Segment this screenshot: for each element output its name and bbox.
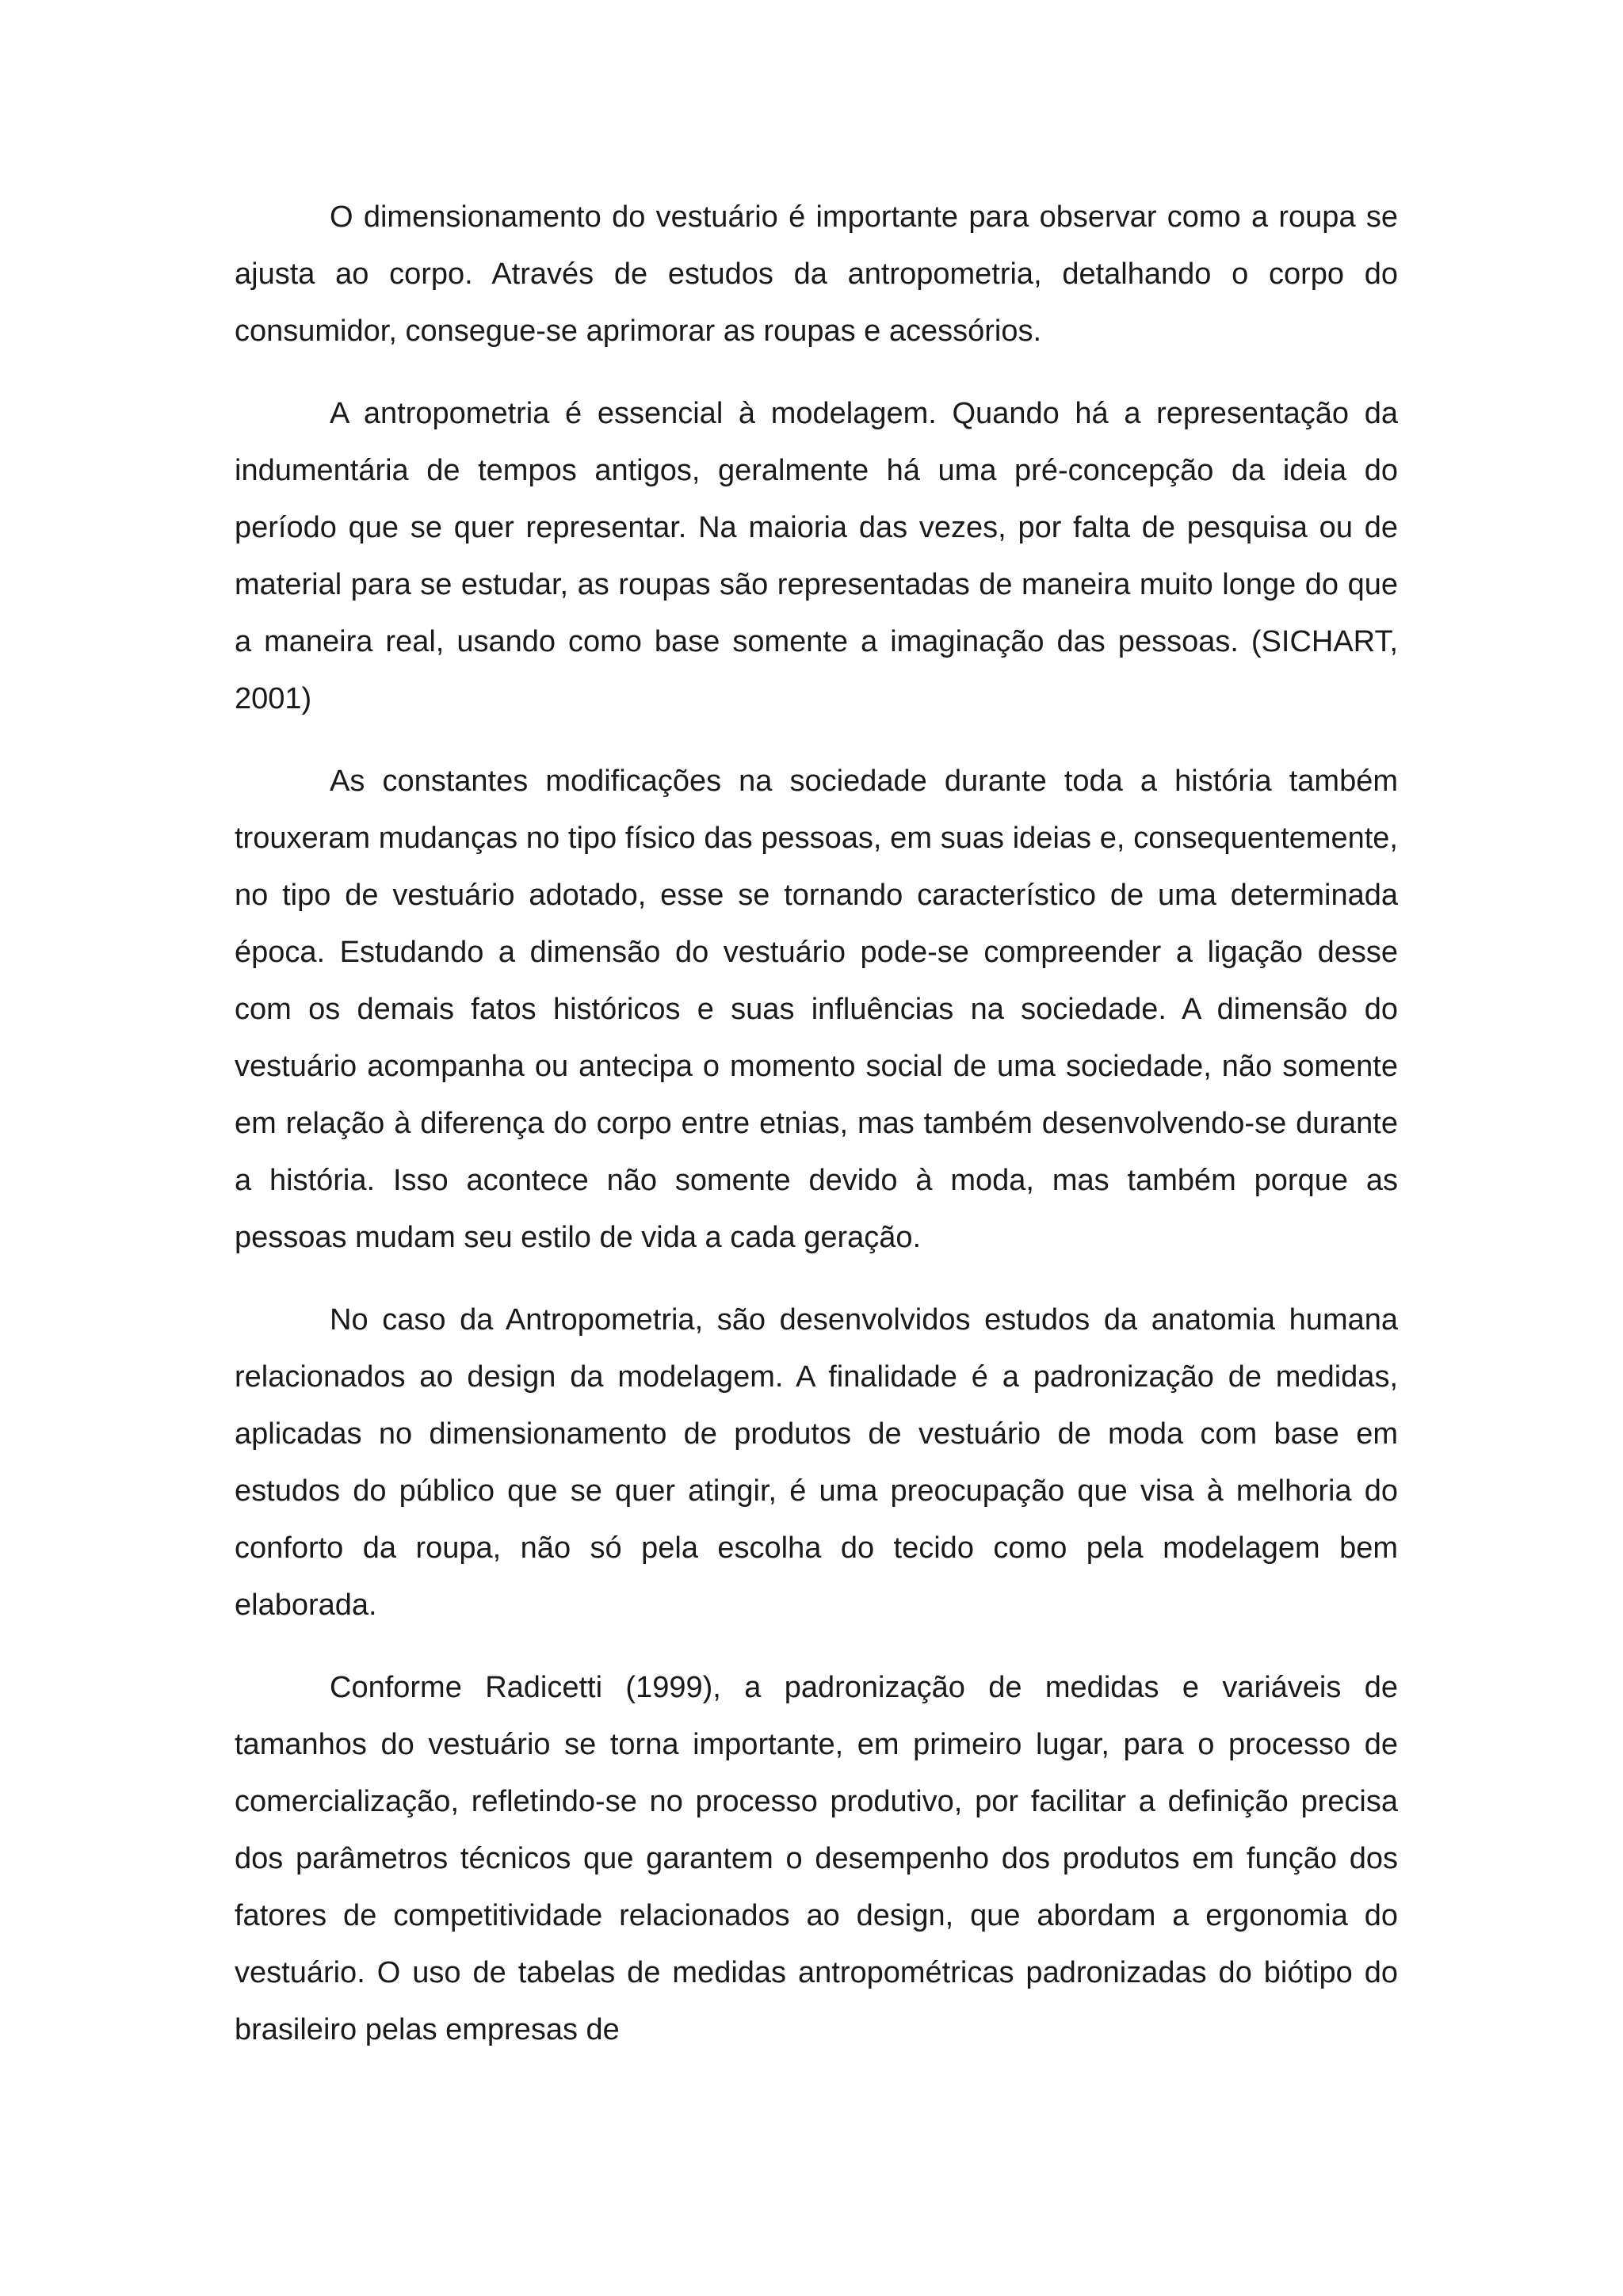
paragraph-3: As constantes modificações na sociedade durante toda a história também trouxeram mudanças no tipo físico das pessoas, em suas ideias e, consequentemente, no tipo de vestuário adotado, esse se tornando característico de uma determinada época. Estudando a dimensão do vestuário pode-se compreender a ligação desse com os demais fatos históricos e suas influências na sociedade. A dimensão do vestuário acompanha ou antecipa o momento social de uma sociedade, não somente em relação à diferença do corpo entre etnias, mas também desenvolvendo-se durante a história. Isso acontece não somente devido à moda, mas também porque as pessoas mudam seu estilo de vida a cada geração. xyxy=(235,765,1398,1254)
paragraph-4: No caso da Antropometria, são desenvolvidos estudos da anatomia humana relacionados ao design da modelagem. A finalidade é a padronização de medidas, aplicadas no dimensionamento de produtos de vestuário de moda com base em estudos do público que se quer atingir, é uma preocupação que visa à melhoria do conforto da roupa, não só pela escolha do tecido como pela modelagem bem elaborada. xyxy=(235,1303,1398,1622)
paragraph-5: Conforme Radicetti (1999), a padronização de medidas e variáveis de tamanhos do vestuário se torna importante, em primeiro lugar, para o processo de comercialização, refletindo-se no processo produtivo, por facilitar a definição precisa dos parâmetros técnicos que garantem o desempenho dos produtos em função dos fatores de competitividade relacionados ao design, que abordam a ergonomia do vestuário. O uso de tabelas de medidas antropométricas padronizadas do biótipo do brasileiro pelas empresas de xyxy=(235,1671,1398,2046)
paragraph-2: A antropometria é essencial à modelagem. Quando há a representação da indumentária de tempos antigos, geralmente há uma pré-concepção da ideia do período que se quer representar. Na maioria das vezes, por falta de pesquisa ou de material para se estudar, as roupas são representadas de maneira muito longe do que a maneira real, usando como base somente a imaginação das pessoas. (SICHART, 2001) xyxy=(235,397,1398,715)
paragraph-1: O dimensionamento do vestuário é importante para observar como a roupa se ajusta ao corpo. Através de estudos da antropometria, detalhando o corpo do consumidor, consegue-se aprimorar as roupas e acessórios. xyxy=(235,200,1398,348)
body-text xyxy=(235,189,1398,2084)
